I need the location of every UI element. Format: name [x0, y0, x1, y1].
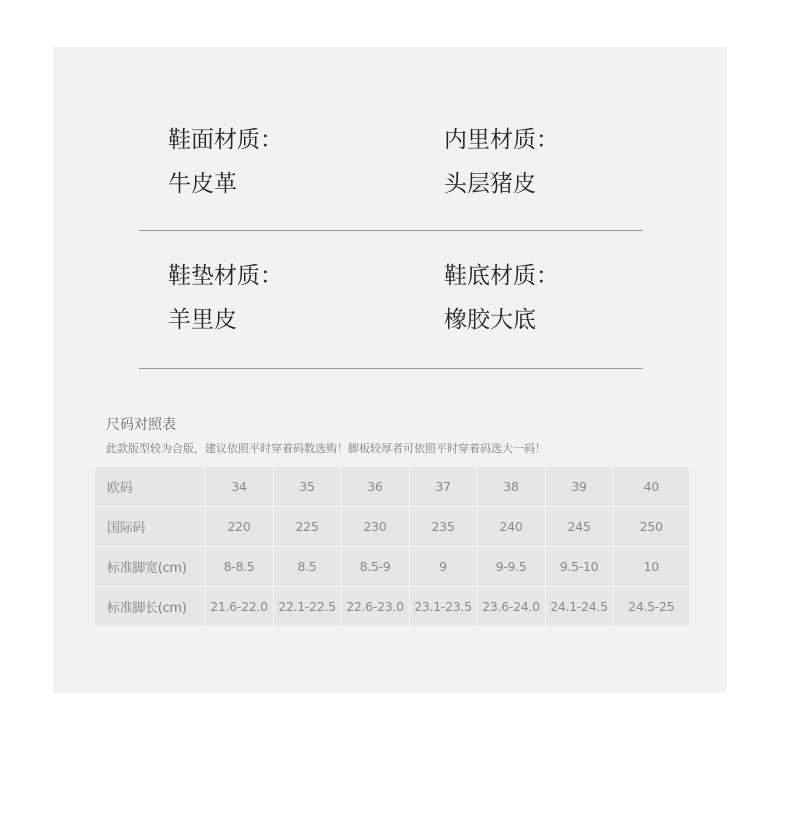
size-cell: 22.6-23.0: [341, 587, 409, 627]
upper-material: [168, 118, 388, 206]
row-label: 标准脚宽(cm): [95, 547, 205, 587]
size-cell: 240: [477, 507, 545, 547]
size-cell: 8-8.5: [205, 547, 273, 587]
row-label: 标准脚长(cm): [95, 587, 205, 627]
materials-row-2: [168, 254, 568, 344]
size-cell: 8.5-9: [341, 547, 409, 587]
sole-material-value: 橡胶大底: [444, 307, 536, 333]
size-cell: 22.1-22.5: [273, 587, 341, 627]
size-cell: 230: [341, 507, 409, 547]
size-cell: 35: [273, 467, 341, 507]
size-cell: 24.5-25: [613, 587, 689, 627]
divider-2: [139, 368, 643, 369]
size-cell: 40: [613, 467, 689, 507]
size-cell: 34: [205, 467, 273, 507]
size-row-eu: [95, 467, 689, 507]
size-chart-table: [95, 467, 689, 627]
size-row-foot-width: [95, 547, 689, 587]
size-cell: 23.1-23.5: [409, 587, 477, 627]
size-cell: 37: [409, 467, 477, 507]
size-cell: 23.6-24.0: [477, 587, 545, 627]
size-cell: 39: [545, 467, 613, 507]
lining-material: [444, 118, 664, 206]
size-cell: 250: [613, 507, 689, 547]
size-cell: 21.6-22.0: [205, 587, 273, 627]
divider-1: [139, 230, 643, 231]
lining-material-value: 头层猪皮: [444, 171, 536, 197]
row-label: 欧码: [95, 467, 205, 507]
size-cell: 10: [613, 547, 689, 587]
size-cell: 220: [205, 507, 273, 547]
upper-material-value: 牛皮革: [168, 171, 237, 197]
upper-material-label: 鞋面材质：: [168, 127, 283, 153]
lining-material-label: 内里材质：: [444, 127, 559, 153]
product-info-panel: [53, 47, 727, 693]
row-label: 国际码: [95, 507, 205, 547]
size-row-foot-length: [95, 587, 689, 627]
size-cell: 9: [409, 547, 477, 587]
size-cell: 36: [341, 467, 409, 507]
insole-material: [168, 254, 388, 342]
insole-material-label: 鞋垫材质：: [168, 263, 283, 289]
insole-material-value: 羊里皮: [168, 307, 237, 333]
size-cell: 9.5-10: [545, 547, 613, 587]
size-cell: 9-9.5: [477, 547, 545, 587]
size-cell: 24.1-24.5: [545, 587, 613, 627]
sole-material-label: 鞋底材质：: [444, 263, 559, 289]
size-row-international: [95, 507, 689, 547]
size-chart-note: 此款版型较为合版，建议依照平时穿着码数选购！脚板较厚者可依照平时穿着码选大一码！: [106, 442, 546, 455]
size-cell: 38: [477, 467, 545, 507]
size-cell: 245: [545, 507, 613, 547]
materials-row-1: [168, 118, 568, 208]
size-cell: 225: [273, 507, 341, 547]
size-cell: 235: [409, 507, 477, 547]
sole-material: [444, 254, 664, 342]
size-chart-title: 尺码对照表: [106, 417, 176, 433]
size-cell: 8.5: [273, 547, 341, 587]
